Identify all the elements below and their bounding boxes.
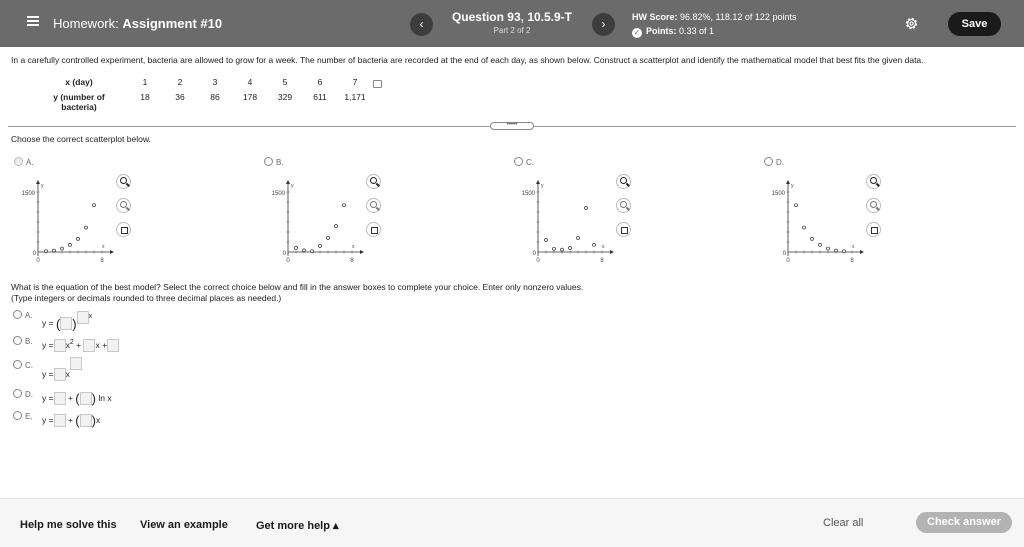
answer-b-sq: 2 xyxy=(69,339,74,346)
answer-b-a-box[interactable] xyxy=(54,339,66,352)
answer-a-radio[interactable] xyxy=(13,310,22,319)
data-point xyxy=(569,247,572,250)
data-point xyxy=(803,226,806,229)
data-point xyxy=(561,248,564,251)
answer-e-equation xyxy=(42,413,100,428)
origin-label: 0 xyxy=(532,251,536,257)
x-origin-label: 0 xyxy=(786,258,790,264)
data-point xyxy=(311,250,314,253)
data-point xyxy=(85,226,88,229)
data-point xyxy=(327,237,330,240)
scatterplot-c xyxy=(518,172,618,267)
x-tick-label: 8 xyxy=(100,258,104,264)
answer-a-coef-box[interactable] xyxy=(77,311,89,324)
x-axis-label: x xyxy=(352,244,355,250)
answer-a-close-paren: ) xyxy=(72,316,77,332)
choose-prompt: Choose the correct scatterplot below. xyxy=(11,134,151,144)
answer-d-equation xyxy=(42,391,112,406)
answer-e-y: y = xyxy=(42,414,54,425)
x-value-cell: 6 xyxy=(317,77,323,87)
origin-label: 0 xyxy=(282,251,286,257)
open-new-window-icon[interactable] xyxy=(116,222,131,237)
answer-d-ln-x: ln x xyxy=(98,392,112,403)
y-max-label: 1500 xyxy=(521,191,535,197)
answer-d-letter: D. xyxy=(25,390,33,399)
zoom-in-icon[interactable] xyxy=(866,174,881,189)
scatter-radio[interactable] xyxy=(14,157,23,166)
check-answer-button[interactable]: Check answer xyxy=(916,512,1012,533)
y-label-line2: bacteria) xyxy=(61,102,97,112)
answer-d-y: y = xyxy=(42,392,54,403)
zoom-out-icon[interactable] xyxy=(616,198,631,213)
x-value-cell: 1 xyxy=(142,77,148,87)
data-point xyxy=(335,225,338,228)
answer-b-radio[interactable] xyxy=(13,336,22,345)
answer-option-c[interactable] xyxy=(13,360,33,370)
answer-b-b-box[interactable] xyxy=(83,339,95,352)
answer-c-radio[interactable] xyxy=(13,360,22,369)
answer-d-open-paren: ( xyxy=(75,391,80,406)
x-value-cell: 5 xyxy=(282,77,288,87)
data-point xyxy=(593,243,596,246)
save-button[interactable]: Save xyxy=(948,12,1001,36)
answer-c-x: x xyxy=(65,368,70,379)
points xyxy=(632,26,714,38)
x-axis-label: x xyxy=(852,244,855,250)
answer-c-equation xyxy=(42,359,82,379)
y-value-cell: 36 xyxy=(175,92,185,102)
answer-d-b-box[interactable] xyxy=(80,392,92,405)
open-new-window-icon[interactable] xyxy=(866,222,881,237)
question-part: Part 2 of 2 xyxy=(493,26,531,35)
answer-option-a[interactable] xyxy=(13,310,33,320)
y-max-label: 1500 xyxy=(771,191,785,197)
scatter-letter: B. xyxy=(276,158,284,167)
x-axis-arrow xyxy=(610,250,614,254)
answer-option-e[interactable] xyxy=(13,411,33,421)
top-bar xyxy=(0,0,1024,47)
y-value-cell: 178 xyxy=(242,92,258,102)
y-value-cell: 329 xyxy=(277,92,293,102)
scatterplot-option-d[interactable] xyxy=(764,157,784,167)
y-axis-arrow xyxy=(286,180,290,184)
zoom-out-icon[interactable] xyxy=(366,198,381,213)
answer-a-y: y = xyxy=(42,318,54,328)
assignment-name: Assignment #10 xyxy=(122,16,223,31)
answer-e-plus: + xyxy=(67,414,73,425)
x-value-cell: 4 xyxy=(247,77,253,87)
answer-b-x2: x xyxy=(65,339,70,350)
zoom-in-icon[interactable] xyxy=(616,174,631,189)
answer-c-exp-box[interactable] xyxy=(70,357,82,370)
get-more-help-link[interactable]: Get more help ▴ xyxy=(256,520,339,532)
scatterplot-b xyxy=(268,172,368,267)
zoom-in-icon[interactable] xyxy=(116,174,131,189)
scatterplot-d xyxy=(768,172,868,267)
scatterplot-option-a[interactable] xyxy=(14,157,34,167)
data-point xyxy=(553,247,556,250)
footer-bar xyxy=(0,498,1024,547)
answer-e-open-paren: ( xyxy=(75,413,80,428)
answer-a-open-paren: ( xyxy=(55,316,61,332)
x-row-label: x (day) xyxy=(65,77,93,87)
origin-label: 0 xyxy=(782,251,786,257)
answer-e-close-paren: ) xyxy=(91,413,96,428)
data-point xyxy=(545,239,548,242)
assignment-prefix: Homework: xyxy=(53,16,119,31)
partial-credit-icon: ✓ xyxy=(633,28,641,37)
answer-e-radio[interactable] xyxy=(13,411,22,420)
answer-b-x: x xyxy=(95,339,100,350)
open-new-window-icon[interactable] xyxy=(366,222,381,237)
open-new-window-icon[interactable] xyxy=(616,222,631,237)
data-point xyxy=(61,247,64,250)
clear-all-link[interactable]: Clear all xyxy=(823,517,864,529)
answer-b-y: y = xyxy=(42,339,54,350)
y-value-cell: 1,171 xyxy=(344,92,366,102)
answer-option-b[interactable] xyxy=(13,336,33,346)
answer-c-coef-box[interactable] xyxy=(54,368,66,381)
data-point xyxy=(343,204,346,207)
question-title: Question 93, 10.5.9-T xyxy=(451,10,573,24)
data-point xyxy=(585,207,588,210)
scatterplot-a xyxy=(18,172,118,267)
scatter-letter: D. xyxy=(776,158,784,167)
answer-c-letter: C. xyxy=(25,361,33,370)
settings-gear-icon[interactable] xyxy=(903,15,920,32)
view-example-link[interactable]: View an example xyxy=(140,519,228,531)
scatter-radio[interactable] xyxy=(764,157,773,166)
copy-table-icon[interactable] xyxy=(373,80,382,88)
answer-e-letter: E. xyxy=(25,412,33,421)
data-point xyxy=(577,237,580,240)
y-value-cell: 611 xyxy=(313,92,327,102)
x-value-cell: 7 xyxy=(352,77,358,87)
answer-b-c-box[interactable] xyxy=(107,339,119,352)
data-point xyxy=(295,247,298,250)
x-tick-label: 8 xyxy=(850,258,854,264)
data-point xyxy=(819,243,822,246)
zoom-in-icon[interactable] xyxy=(366,174,381,189)
equation-prompt: What is the equation of the best model? Select the correct choice below and fill in the answer boxes to complete your choice. Enter only nonzero values. xyxy=(11,282,584,292)
hw-score-label: HW Score: xyxy=(632,12,678,22)
assignment-title xyxy=(53,16,222,31)
x-tick-label: 8 xyxy=(600,258,604,264)
answer-d-radio[interactable] xyxy=(13,389,22,398)
y-axis-arrow xyxy=(786,180,790,184)
data-point xyxy=(827,247,830,250)
answer-e-b-box[interactable] xyxy=(80,414,92,427)
answer-b-letter: B. xyxy=(25,337,33,346)
y-label-line1: y (number of xyxy=(53,92,105,102)
answer-e-x: x xyxy=(95,414,101,425)
data-point xyxy=(69,243,72,246)
origin-label: 0 xyxy=(32,251,36,257)
x-axis-label: x xyxy=(602,244,605,250)
scatter-letter: A. xyxy=(26,158,34,167)
data-point xyxy=(93,204,96,207)
equation-note: (Type integers or decimals rounded to three decimal places as needed.) xyxy=(11,293,282,303)
y-axis-arrow xyxy=(536,180,540,184)
next-question-button[interactable]: › xyxy=(592,13,615,36)
resize-handle[interactable]: ••••• xyxy=(490,122,534,130)
y-row-label xyxy=(40,92,118,112)
y-axis-label: y xyxy=(41,183,44,189)
y-axis-label: y xyxy=(541,183,544,189)
answer-a-letter: A. xyxy=(25,311,33,320)
scatter-letter: C. xyxy=(526,158,534,167)
points-label: Points: xyxy=(646,26,677,36)
answer-d-a-box[interactable] xyxy=(54,392,66,405)
x-axis-label: x xyxy=(102,244,105,250)
zoom-out-icon[interactable] xyxy=(116,198,131,213)
answer-e-a-box[interactable] xyxy=(54,414,66,427)
answer-c-y: y = xyxy=(42,368,54,379)
help-me-solve-link[interactable]: Help me solve this xyxy=(20,519,117,531)
hw-score xyxy=(632,12,796,22)
previous-question-button[interactable]: ‹ xyxy=(410,13,433,36)
points-value: 0.33 of 1 xyxy=(679,26,715,36)
y-value-cell: 86 xyxy=(210,92,220,102)
y-axis-label: y xyxy=(291,183,294,189)
answer-a-exponent: x xyxy=(88,313,93,320)
answer-b-plus2: + xyxy=(102,339,108,350)
zoom-out-icon[interactable] xyxy=(866,198,881,213)
y-axis-arrow xyxy=(36,180,40,184)
x-origin-label: 0 xyxy=(286,258,290,264)
data-point xyxy=(77,237,80,240)
answer-a-equation xyxy=(42,313,92,331)
y-value-cell: 18 xyxy=(140,92,150,102)
answer-b-equation xyxy=(42,339,119,352)
x-axis-arrow xyxy=(110,250,114,254)
scatter-radio[interactable] xyxy=(514,157,523,166)
hw-score-value: 96.82%, 118.12 of 122 points xyxy=(680,12,797,22)
data-point xyxy=(319,245,322,248)
answer-option-d[interactable] xyxy=(13,389,33,399)
answer-b-plus1: + xyxy=(76,339,82,350)
answer-d-plus: + xyxy=(67,392,73,403)
x-axis-arrow xyxy=(860,250,864,254)
question-text: In a carefully controlled experiment, bacteria are allowed to grow for a week. The number of bacteria are recorded at the end of each day, as shown below. Construct a scatterplot and identify the mathematical model that best fits the given data. xyxy=(11,55,924,65)
y-max-label: 1500 xyxy=(271,191,285,197)
scatterplot-option-c[interactable] xyxy=(514,157,534,167)
data-point xyxy=(795,204,798,207)
answer-a-base-box[interactable] xyxy=(60,317,72,330)
data-point xyxy=(53,249,56,252)
data-point xyxy=(45,250,48,253)
scatterplot-option-b[interactable] xyxy=(264,157,284,167)
x-tick-label: 8 xyxy=(350,258,354,264)
data-point xyxy=(811,237,814,240)
x-origin-label: 0 xyxy=(36,258,40,264)
data-point xyxy=(835,249,838,252)
x-axis-arrow xyxy=(360,250,364,254)
hamburger-menu-icon[interactable] xyxy=(27,16,39,26)
y-axis-label: y xyxy=(791,183,794,189)
x-value-cell: 3 xyxy=(212,77,218,87)
data-point xyxy=(303,249,306,252)
y-max-label: 1500 xyxy=(21,191,35,197)
answer-d-close-paren: ) xyxy=(91,391,96,406)
x-value-cell: 2 xyxy=(177,77,183,87)
data-point xyxy=(843,250,846,253)
x-origin-label: 0 xyxy=(536,258,540,264)
scatter-radio[interactable] xyxy=(264,157,273,166)
